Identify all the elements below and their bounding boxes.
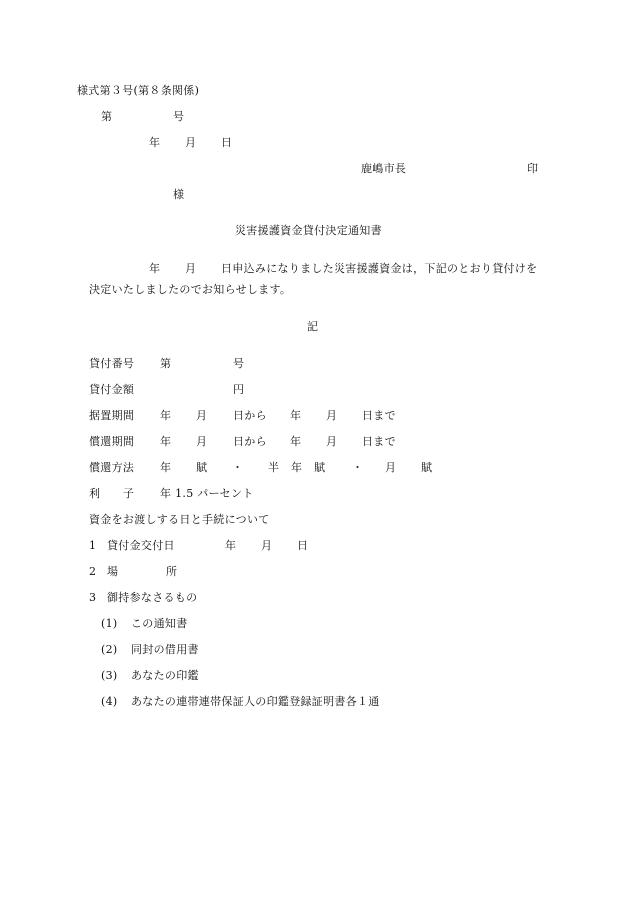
subitem-text: あなたの印鑑 <box>131 669 199 682</box>
item1-year: 年 <box>225 539 237 552</box>
item1-month: 月 <box>261 539 273 552</box>
loan-amount-label: 貸付金額 <box>89 383 135 396</box>
item2-label: 場 <box>107 565 119 578</box>
ki-mark: 記 <box>307 320 319 333</box>
item2-label2: 所 <box>166 565 178 578</box>
item1-num: 1 <box>89 539 97 552</box>
procedure-heading: 資金をお渡しする日と手続について <box>89 513 270 526</box>
seal-mark: 印 <box>527 162 539 175</box>
subitem-num: (1) <box>101 617 118 630</box>
interest-value: 年 1.5 パーセント <box>160 487 254 500</box>
body-month: 月 <box>185 262 197 275</box>
subitem-num: (3) <box>101 669 118 682</box>
method-fu3: 賦 <box>421 461 433 474</box>
grace-m1: 月 <box>196 409 208 422</box>
loan-number-prefix: 第 <box>160 357 172 370</box>
number-suffix: 号 <box>173 110 185 123</box>
subitem-num: (2) <box>101 643 118 656</box>
repay-d1: 日から <box>233 435 267 448</box>
repay-m2: 月 <box>326 435 338 448</box>
repay-period-label: 償還期間 <box>89 435 135 448</box>
date-year: 年 <box>149 136 161 149</box>
body-line1: 日申込みになりました災害援護資金は，下記のとおり貸付けを <box>221 262 538 275</box>
form-label: 様式第３号(第８条関係) <box>77 84 200 97</box>
subitem-text: 同封の借用書 <box>131 643 199 656</box>
repay-m1: 月 <box>196 435 208 448</box>
date-month: 月 <box>185 136 197 149</box>
method-month: 月 <box>385 461 397 474</box>
method-fu1: 賦 <box>196 461 208 474</box>
repay-method-label: 償還方法 <box>89 461 135 474</box>
repay-y1: 年 <box>160 435 172 448</box>
interest-label: 利 子 <box>89 487 135 500</box>
item3-num: 3 <box>89 591 97 604</box>
method-dot1: ・ <box>232 461 244 474</box>
grace-d1: 日から <box>233 409 267 422</box>
grace-y2: 年 <box>290 409 302 422</box>
loan-number-suffix: 号 <box>233 357 245 370</box>
grace-y1: 年 <box>160 409 172 422</box>
subitem-text: あなたの連帯連帯保証人の印鑑登録証明書各１通 <box>131 695 380 708</box>
method-year2: 年 <box>291 461 303 474</box>
body-line2: 決定いたしましたのでお知らせします。 <box>89 283 292 296</box>
item3-label: 御持参なさるもの <box>107 591 198 604</box>
item1-day: 日 <box>297 539 309 552</box>
grace-d2: 日まで <box>362 409 396 422</box>
item2-num: 2 <box>89 565 97 578</box>
method-half: 半 <box>268 461 280 474</box>
method-year: 年 <box>160 461 172 474</box>
repay-y2: 年 <box>290 435 302 448</box>
grace-m2: 月 <box>326 409 338 422</box>
method-fu2: 賦 <box>314 461 326 474</box>
date-day: 日 <box>221 136 233 149</box>
loan-number-label: 貸付番号 <box>89 357 135 370</box>
body-year: 年 <box>149 262 161 275</box>
repay-d2: 日まで <box>362 435 396 448</box>
item1-label: 貸付金交付日 <box>107 539 175 552</box>
grace-label: 据置期間 <box>89 409 135 422</box>
loan-amount-unit: 円 <box>233 383 245 396</box>
number-prefix: 第 <box>101 110 113 123</box>
issuer-name: 鹿嶋市長 <box>361 162 407 175</box>
addressee-suffix: 様 <box>173 188 185 201</box>
method-dot2: ・ <box>352 461 364 474</box>
subitem-text: この通知書 <box>131 617 188 630</box>
document-title: 災害援護資金貸付決定通知書 <box>235 224 382 237</box>
subitem-num: (4) <box>101 695 118 708</box>
